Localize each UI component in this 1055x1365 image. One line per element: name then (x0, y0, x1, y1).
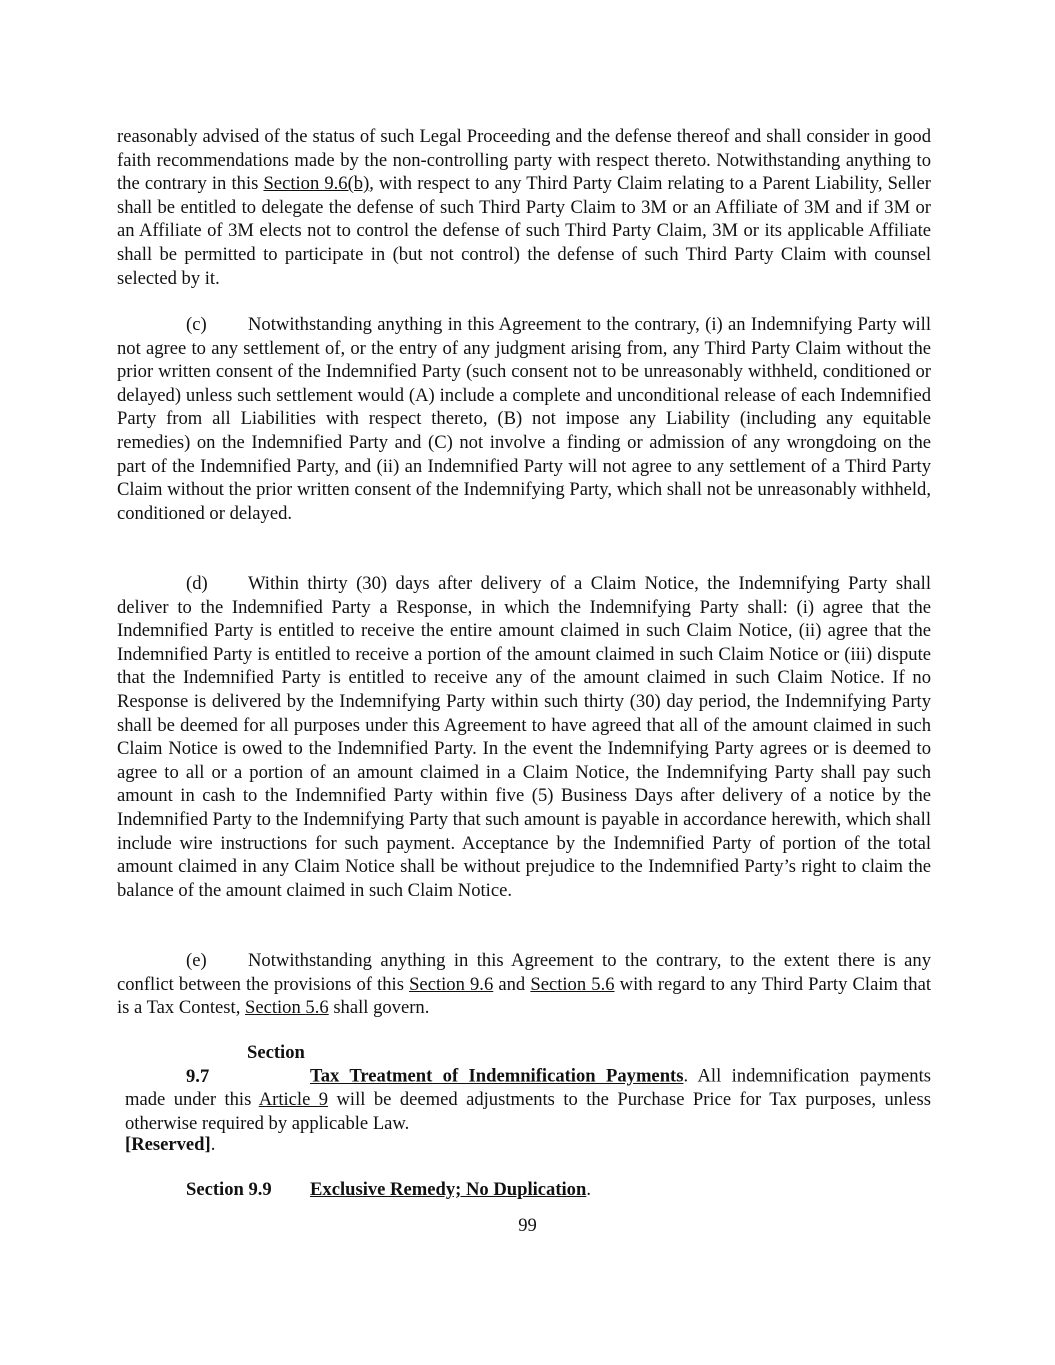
page-number: 99 (518, 1215, 537, 1236)
paragraph-text: , with respect to any Third Party Claim relating to a Parent Liability, Seller shall be entitled to delegate the defense of such Third Party Claim to 3M or an Affiliate of 3M and if 3M or an Affiliate of 3M elects not to control the defense of such Third Party Claim, 3M or its applicable Affiliate shall be permitted to participate in (but not control) the defense of such Third Party Claim with counsel selected by it. (117, 173, 931, 289)
section-9-9 (186, 1178, 591, 1202)
paragraph-text: with regard to any Third Party Claim that is a Tax Contest, (117, 973, 931, 1019)
section-reference: Section 9.6(b) (263, 173, 370, 195)
paragraph-text: Within thirty (30) days after delivery of a Claim Notice, the Indemnifying Party shall deliver to the Indemnified Party a Response, in which the Indemnifying Party shall: (i) agree that the Indemnified Party is entitled to receive the entire amount claimed in such Claim Notice, (ii) agree that the Indemnified Party is entitled to receive a portion of the amount claimed in such Claim Notice or (iii) dispute that the Indemnified Party is entitled to receive any of the amount claimed in such Claim Notice. If no Response is delivered by the Indemnifying Party within such thirty (30) day period, the Indemnifying Party shall be deemed for all purposes under this Agreement to have agreed that all of the amount claimed in such Claim Notice is owed to the Indemnified Party. In the event the Indemnifying Party agrees or is deemed to agree to all or a portion of an amount claimed in a Claim Notice, the Indemnifying Party shall pay such amount in cash to the Indemnified Party within five (5) Business Days after delivery of a notice by the Indemnified Party to the Indemnifying Party that such amount is payable in accordance herewith, which shall include wire instructions for such payment. Acceptance by the Indemnified Party of portion of the total amount claimed in any Claim Notice shall be without prejudice to the Indemnified Party’s right to claim the balance of the amount claimed in such Claim Notice. (117, 573, 931, 901)
reserved-section (125, 1133, 215, 1157)
section-number: Section 9.9 (186, 1179, 272, 1200)
section-title: Exclusive Remedy; No Duplication (310, 1179, 587, 1200)
punctuation: . (210, 1134, 216, 1155)
paragraph-text: Notwithstanding anything in this Agreement to the contrary, (i) an Indemnifying Party will not agree to any settlement of, or the entry of any judgment arising from, any Third Party Claim without the prior written consent of the Indemnified Party (such consent not to be unreasonably withheld, conditioned or delayed) unless such settlement would (A) include a complete and unconditional release of each Indemnified Party from all Liabilities with respect thereto, (B) not impose any Liability (including any equitable remedies) on the Indemnified Party and (C) not involve a finding or admission of any wrongdoing on the part of the Indemnified Party, and (ii) an Indemnified Party will not agree to any settlement of a Third Party Claim without the prior written consent of the Indemnifying Party, which shall not be unreasonably withheld, conditioned or delayed. (117, 314, 931, 524)
paragraph-c (117, 313, 931, 525)
reserved-label: [Reserved] (125, 1134, 211, 1155)
paragraph-b-continued (117, 125, 931, 290)
section-title: Tax Treatment of Indemnification Payments (310, 1065, 684, 1087)
paragraph-d (117, 572, 931, 902)
paragraph-text: . All indemnification payments made under this (125, 1065, 931, 1111)
section-reference: Section 5.6 (530, 973, 615, 995)
clause-label: (c) (186, 314, 207, 335)
punctuation: . (586, 1179, 591, 1200)
paragraph-text: and (493, 973, 531, 995)
article-reference: Article 9 (258, 1089, 329, 1111)
clause-label: (d) (186, 573, 208, 594)
section-9-7 (125, 1041, 931, 1135)
paragraph-text: shall govern. (328, 997, 430, 1019)
section-reference: Section 5.6 (245, 997, 329, 1019)
paragraph-text: will be deemed adjustments to the Purchase Price for Tax purposes, unless otherwise required by applicable Law. (125, 1089, 931, 1134)
paragraph-text: reasonably advised of the status of such Legal Proceeding and the defense thereof and shall consider in good faith recommendations made by the non-controlling party with respect thereto. Notwithstanding anything to the contrary in this (117, 126, 931, 195)
paragraph-text: Notwithstanding anything in this Agreement to the contrary, to the extent there is any conflict between the provisions of this (117, 950, 931, 995)
section-reference: Section 9.6 (409, 973, 494, 995)
section-number: Section 9.7 (186, 1042, 305, 1087)
clause-label: (e) (186, 950, 207, 971)
paragraph-e (117, 949, 931, 1020)
